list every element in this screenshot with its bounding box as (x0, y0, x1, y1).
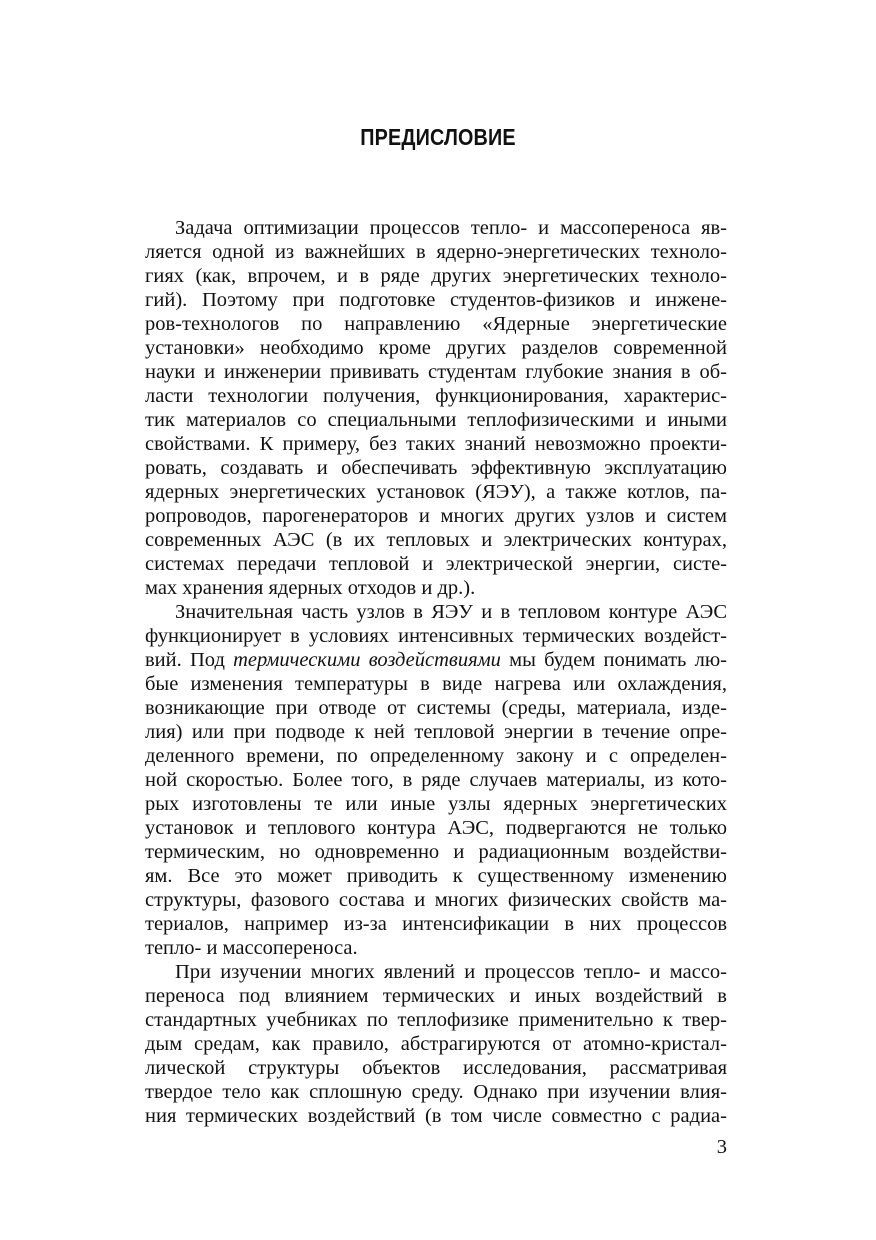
text-line: рых изготовлены те или иные узлы ядерных энергетических (145, 793, 727, 815)
text-line: бые изменения температуры в виде нагрева или охлаждения, (145, 673, 727, 695)
text-line: ровать, создавать и обеспечивать эффективную эксплуатацию (145, 457, 727, 479)
emphasized-term: термическими воздействиями (233, 649, 501, 671)
text-line: термическим, но одновременно и радиационным воздействи- (145, 841, 727, 863)
text-line: твердое тело как сплошную среду. Однако при изучении влия- (145, 1081, 727, 1103)
text-line: системах передачи тепловой и электрической энергии, систе- (145, 553, 727, 575)
text-line: гиях (как, впрочем, и в ряде других энергетических техноло- (145, 265, 727, 287)
text-line: ляется одной из важнейших в ядерно-энергетических техноло- (145, 241, 727, 263)
text-line: ям. Все это может приводить к существенному изменению (145, 865, 727, 887)
text-line: Значительная часть узлов в ЯЭУ и в тепловом контуре АЭС (175, 601, 727, 623)
text-line: ров-технологов по направлению «Ядерные энергетические (145, 313, 727, 335)
line-text-after: мы будем понимать лю- (500, 649, 727, 671)
text-line: При изучении многих явлений и процессов тепло- и массо- (175, 961, 727, 983)
text-line: лической структуры объектов исследования, рассматривая (145, 1057, 727, 1079)
text-line-with-emphasis (145, 647, 727, 673)
text-line: гий). Поэтому при подготовке студентов-физиков и инжене- (145, 289, 727, 311)
text-line: функционирует в условиях интенсивных термических воздейст- (145, 625, 727, 647)
text-line: современных АЭС (в их тепловых и электрических контурах, (145, 529, 727, 551)
text-line: возникающие при отводе от системы (среды, материала, изде- (145, 697, 727, 719)
text-line: ропроводов, парогенераторов и многих других узлов и систем (145, 505, 727, 527)
text-line: дым средам, как правило, абстрагируются от атомно-кристал- (145, 1033, 727, 1055)
text-line: установок и теплового контура АЭС, подвергаются не только (145, 817, 727, 839)
text-line: ной скоростью. Более того, в ряде случаев материалы, из кото- (145, 769, 727, 791)
text-line: тик материалов со специальными теплофизическими и иными (145, 409, 727, 431)
text-line: териалов, например из-за интенсификации в них процессов (145, 913, 727, 935)
text-line: мах хранения ядерных отходов и др.). (145, 577, 476, 599)
text-line: установки» необходимо кроме других разделов современной (145, 337, 727, 359)
text-line: тепло- и массопереноса. (145, 937, 358, 959)
text-line: деленного времени, по определенному закону и с определен- (145, 745, 727, 767)
text-line: лия) или при подводе к ней тепловой энергии в течение опре- (145, 721, 727, 743)
text-line: ласти технологии получения, функционирования, характерис- (145, 385, 727, 407)
line-text-before: вий. Под (145, 649, 234, 671)
text-line: Задача оптимизации процессов тепло- и массопереноса яв- (175, 217, 727, 239)
text-line: переноса под влиянием термических и иных воздействий в (145, 985, 727, 1007)
text-line: свойствами. К примеру, без таких знаний невозможно проекти- (145, 433, 727, 455)
page-number: 3 (716, 1136, 727, 1158)
text-line: науки и инженерии прививать студентам глубокие знания в об- (145, 361, 727, 383)
text-line: структуры, фазового состава и многих физических свойств ма- (145, 889, 727, 911)
page-title: ПРЕДИСЛОВИЕ (360, 124, 516, 150)
text-line: стандартных учебниках по теплофизике применительно к твер- (145, 1009, 727, 1031)
text-line: ния термических воздействий (в том числе совместно с радиа- (145, 1105, 727, 1127)
text-line: ядерных энергетических установок (ЯЭУ), а также котлов, па- (145, 481, 727, 503)
